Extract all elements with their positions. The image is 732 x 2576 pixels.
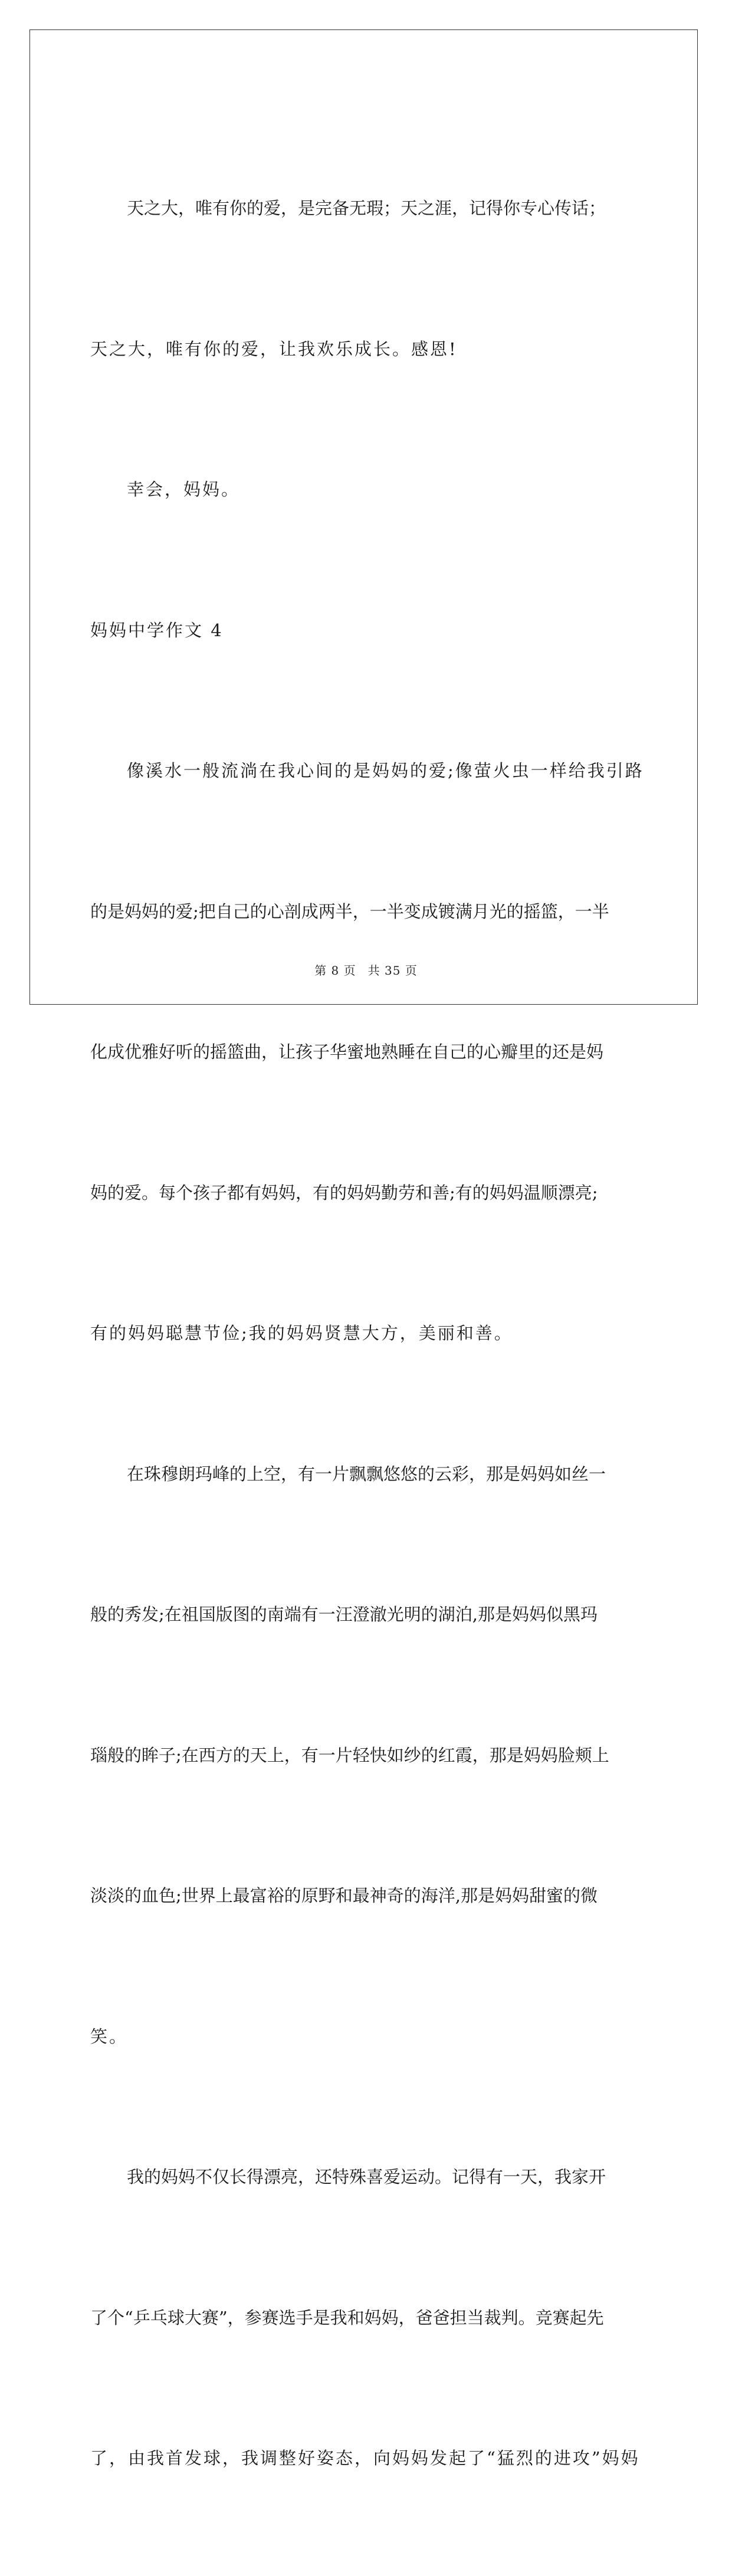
essay-text [90, 91, 645, 2576]
text-line: 妈的爱。每个孩子都有妈妈，有的妈妈勤劳和善;有的妈妈温顺漂亮; [90, 1182, 598, 1203]
text-line: 有的妈妈聪慧节俭;我的妈妈贤慧大方，美丽和善。 [90, 1323, 513, 1343]
text-line: 笑。 [90, 2026, 129, 2047]
text-line: 了个“乒乓球大赛”，参赛选手是我和妈妈，爸爸担当裁判。竞赛起先 [90, 2307, 604, 2328]
text-line: 我的妈妈不仅长得漂亮，还特殊喜爱运动。记得有一天，我家开 [127, 2167, 606, 2187]
text-line: 天之大，唯有你的爱，让我欢乐成长。感恩! [90, 338, 458, 359]
section-heading: 妈妈中学作文 4 [90, 620, 224, 640]
text-line: 在珠穆朗玛峰的上空，有一片飘飘悠悠的云彩，那是妈妈如丝一 [127, 1463, 606, 1484]
text-line: 淡淡的血色;世界上最富裕的原野和最神奇的海洋,那是妈妈甜蜜的微 [90, 1886, 598, 1906]
text-line: 般的秀发;在祖国版图的南端有一汪澄澈光明的湖泊,那是妈妈似黑玛 [90, 1604, 598, 1624]
text-line: 的是妈妈的爱;把自己的心剖成两半，一半变成镀满月光的摇篮，一半 [90, 901, 609, 922]
text-line: 像溪水一般流淌在我心间的是妈妈的爱;像萤火虫一样给我引路 [127, 761, 644, 781]
page-number: 第 8 页 [314, 963, 356, 978]
text-line: 了，由我首发球，我调整好姿态，向妈妈发起了“猛烈的进攻”妈妈 [90, 2448, 640, 2468]
page-total: 共 35 页 [367, 963, 418, 978]
document-body [90, 91, 645, 2576]
text-line: 化成优雅好听的摇篮曲，让孩子华蜜地熟睡在自己的心瓣里的还是妈 [90, 1042, 604, 1062]
text-line: 瑙般的眸子;在西方的天上，有一片轻快如纱的红霞，那是妈妈脸颊上 [90, 1745, 609, 1765]
page-footer [0, 961, 732, 978]
text-line: 天之大，唯有你的爱，是完备无瑕；天之涯，记得你专心传话； [127, 198, 606, 218]
text-line: 幸会，妈妈。 [127, 479, 241, 499]
